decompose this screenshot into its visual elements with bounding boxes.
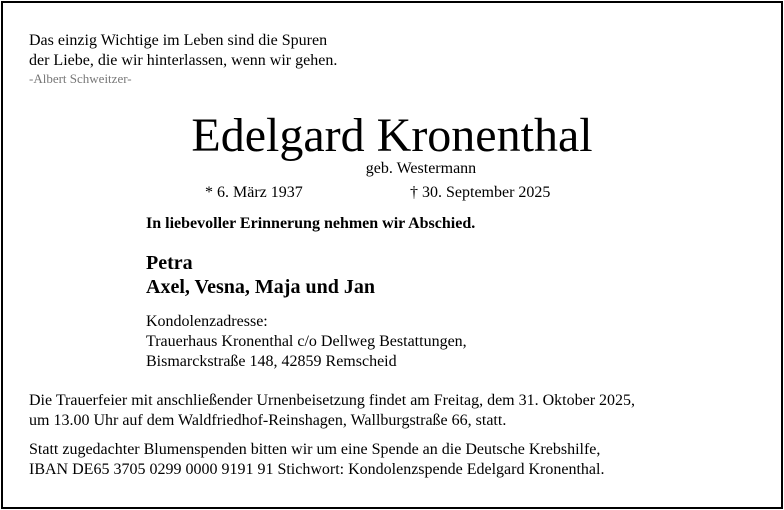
quote-line-1: Das einzig Wichtige im Leben sind die Spuren [29,32,328,49]
death-date: † 30. September 2025 [410,184,551,201]
maiden-name: geb. Westermann [365,160,477,177]
ceremony-line-2: um 13.00 Uhr auf dem Waldfriedhof-Reinshagen, Wallburgstraße 66, statt. [29,412,507,429]
condolence-label: Kondolenzadresse: [146,313,268,330]
donation-line-2: IBAN DE65 3705 0299 0000 9191 91 Stichwort: Kondolenzspende Edelgard Kronenthal. [29,461,605,478]
quote-line-2: der Liebe, die wir hinterlassen, wenn wir gehen. [29,52,338,69]
condolence-address-line-2: Bismarckstraße 148, 42859 Remscheid [146,353,397,370]
birth-date: * 6. März 1937 [205,184,303,201]
mourner-line: Axel, Vesna, Maja und Jan [146,276,375,298]
deceased-name: Edelgard Kronenthal [191,109,593,162]
donation-line-1: Statt zugedachter Blumenspenden bitten wir um eine Spende an die Deutsche Krebshilfe, [29,441,601,458]
mourner-line: Petra [146,252,193,274]
condolence-address-line-1: Trauerhaus Kronenthal c/o Dellweg Bestattungen, [146,333,467,350]
ceremony-line-1: Die Trauerfeier mit anschließender Urnenbeisetzung findet am Freitag, dem 31. Oktober 2025, [29,392,636,409]
farewell-text: In liebevoller Erinnerung nehmen wir Abschied. [146,215,476,232]
quote-author: -Albert Schweitzer- [29,71,132,86]
